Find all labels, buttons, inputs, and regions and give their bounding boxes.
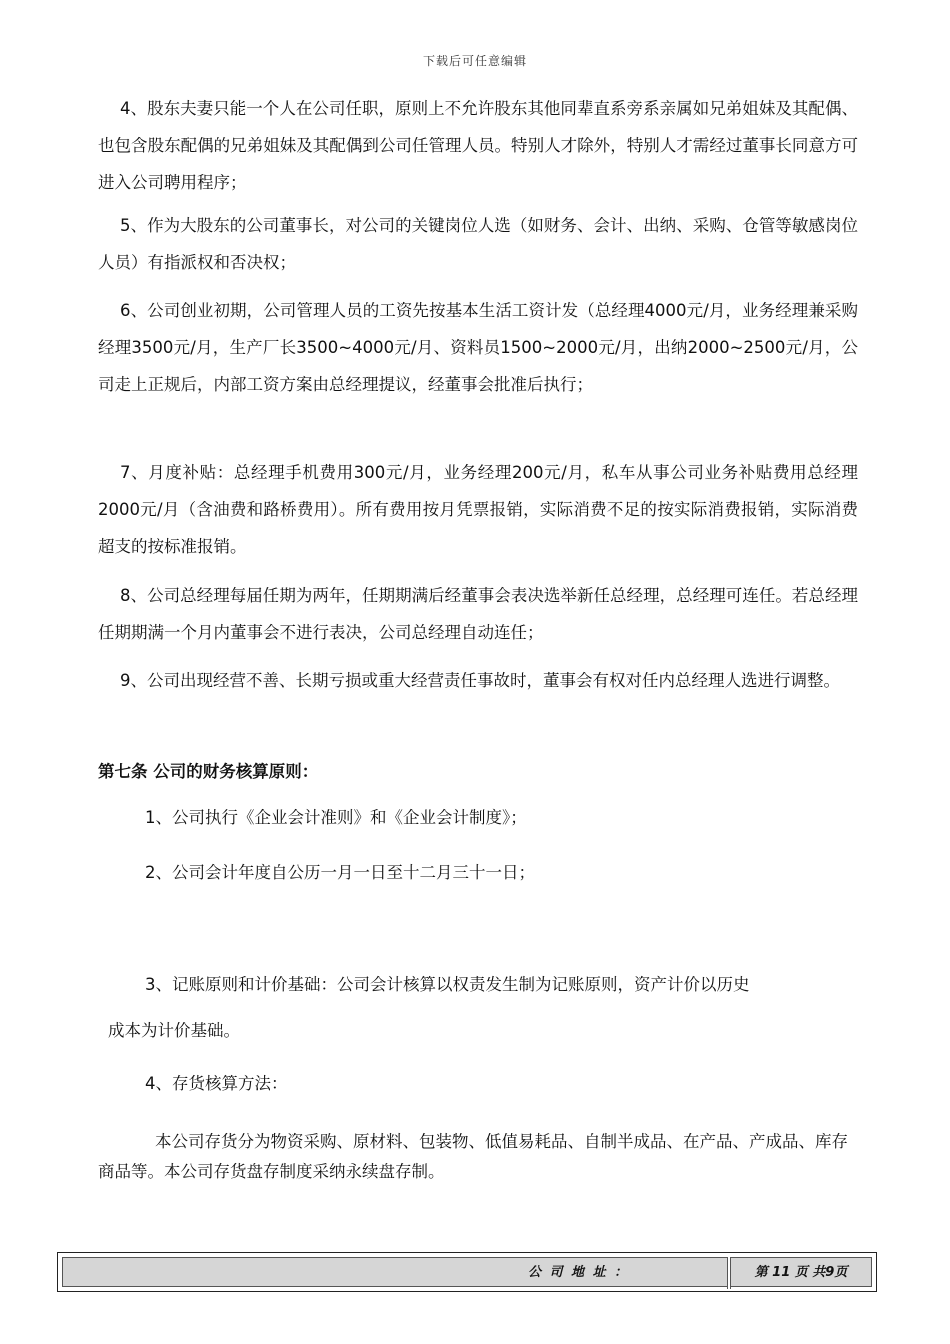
inventory-paragraph: 本公司存货分为物资采购、原材料、包装物、低值易耗品、自制半成品、在产品、产成品、库存商品等。本公司存货盘存制度采纳永续盘存制。 <box>98 1132 848 1181</box>
paragraph-4: 4、股东夫妻只能一个人在公司任职，原则上不允许股东其他同辈直系旁系亲属如兄弟姐妹及其配偶、也包含股东配偶的兄弟姐妹及其配偶到公司任管理人员。特别人才除外，特别人才需经过董事长同意方可进入公司聘用程序； <box>98 99 858 192</box>
page-footer <box>57 1252 877 1292</box>
article-7-item-3-continuation <box>98 1008 858 1054</box>
paragraph-6: 6、公司创业初期，公司管理人员的工资先按基本生活工资计发（总经理4000元/月，业务经理兼采购经理3500元/月，生产厂长3500~4000元/月、资料员1500~2000元/月，出纳2000~2500元/月，公司走上正规后，内部工资方案由总经理提议，经董事会批准后执行； <box>98 301 858 394</box>
article-7-item-3-line-1: 3、记账原则和计价基础：公司会计核算以权责发生制为记账原则，资产计价以历史 <box>145 975 750 994</box>
article-7-item-3 <box>98 962 858 1008</box>
article-7-item-4: 4、存货核算方法： <box>145 1074 288 1093</box>
paragraph-7: 7、月度补贴：总经理手机费用300元/月，业务经理200元/月，私车从事公司业务补贴费用总经理2000元/月（含油费和路桥费用）。所有费用按月凭票报销，实际消费不足的按实际消费报销，实际消费超支的按标准报销。 <box>98 463 858 556</box>
article-7-item-2: 2、公司会计年度自公历一月一日至十二月三十一日； <box>145 863 535 882</box>
article-7-item-1: 1、公司执行《企业会计准则》和《企业会计制度》； <box>145 808 527 827</box>
footer-address-label: 公 司 地 址 ： <box>528 1265 630 1280</box>
footer-bar <box>62 1257 872 1287</box>
footer-page-info: 第 11 页 共9页 <box>754 1265 848 1280</box>
header-note: 下载后可任意编辑 <box>422 54 527 68</box>
paragraph-9: 9、公司出现经营不善、长期亏损或重大经营责任事故时，董事会有权对任内总经理人选进行调整。 <box>120 671 840 690</box>
article-7-item-3-line-2: 成本为计价基础。 <box>108 1021 240 1040</box>
paragraph-8: 8、公司总经理每届任期为两年，任期期满后经董事会表决选举新任总经理，总经理可连任。若总经理任期期满一个月内董事会不进行表决，公司总经理自动连任； <box>98 586 858 642</box>
paragraph-5: 5、作为大股东的公司董事长，对公司的关键岗位人选（如财务、会计、出纳、采购、仓管等敏感岗位人员）有指派权和否决权； <box>98 216 858 272</box>
article-7-heading: 第七条 公司的财务核算原则： <box>98 762 319 781</box>
